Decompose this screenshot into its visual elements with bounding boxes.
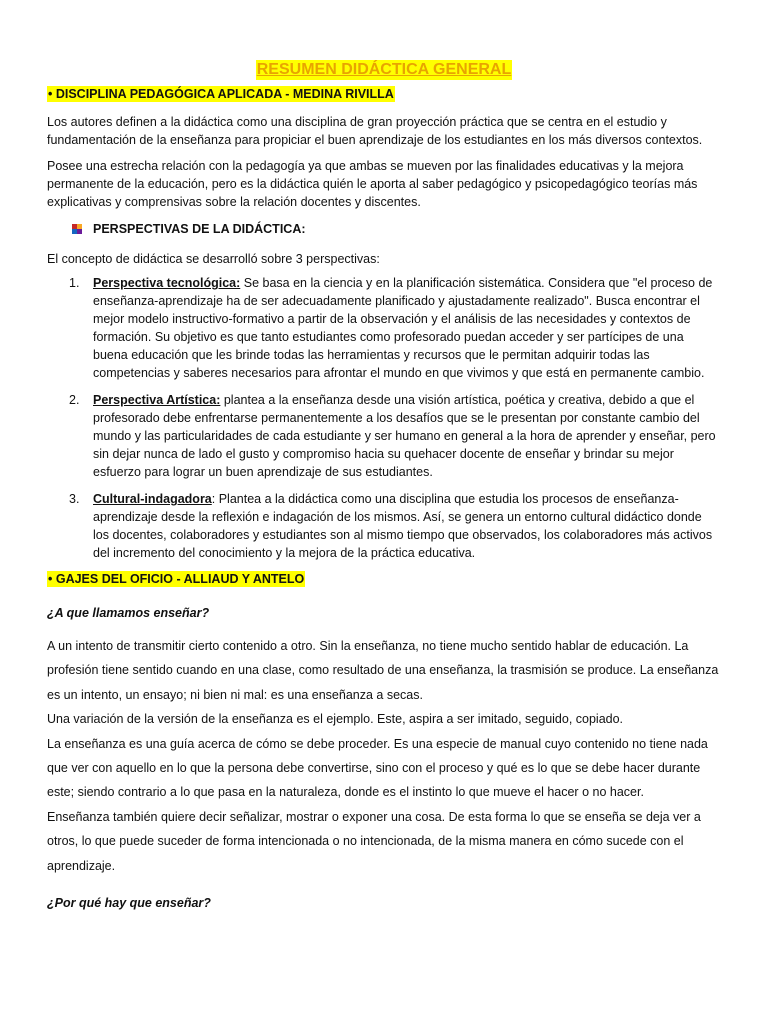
section-heading-gajes: • GAJES DEL OFICIO - ALLIAUD Y ANTELO: [48, 572, 305, 586]
item-text: Se basa en la ciencia y en la planificación sistemática. Considera que "el proceso de enseñanza-aprendizaje ha de ser adecuadamente planificado y ajustadamente realizado". Busca encontrar el mejor modelo instructivo-formativo a partir de la observación y el análisis de las necesidades y contextos de formación. Su objetivo es que tanto estudiantes como profesorado puedan acceder y ser partícipes de una buena educación que les brinde todas las herramientas y recursos que le permitan adquirir todas las competencias y saberes necesarios para afrontar el mundo en que vivimos y que está en permanente cambio.: [93, 276, 713, 380]
answer-block: [47, 634, 721, 878]
term-tecnologica: Perspectiva tecnológica:: [93, 276, 241, 290]
section-heading-medina-rivilla: • DISCIPLINA PEDAGÓGICA APLICADA - MEDINA RIVILLA: [48, 87, 394, 101]
perspectives-heading-row: [47, 220, 721, 238]
list-number: 3.: [69, 492, 80, 506]
item-text: plantea a la enseñanza desde una visión artística, poética y creativa, debido a que el profesorado debe enfrentarse permanentemente a los desafíos que se le presentan por constante cambio del mundo y las particularidades de cada estudiante y ser humano en general a la hora de aprender y enseñar, pero sin dejar nunca de lado el gusto y compromiso hacia su quehacer docente de enseñar y brindar su mejor esfuerzo para lograr un buen aprendizaje de sus estudiantes.: [93, 393, 716, 479]
paragraph-relation: Posee una estrecha relación con la pedagogía ya que ambas se mueven por las finalidades educativas y la mejora permanente de la educación, pero es la didáctica quién le aporta al saber pedagógico y psicopedagógico teorías más explicativas y comprensivas sobre la relación docentes y discentes.: [47, 159, 698, 209]
section-heading-1: [47, 86, 721, 102]
perspectives-list: [47, 274, 721, 562]
answer-line: Una variación de la versión de la enseñanza es el ejemplo. Este, aspira a ser imitado, seguido, copiado.: [47, 712, 624, 727]
term-artistica: Perspectiva Artística:: [93, 393, 221, 407]
list-item: [47, 274, 721, 382]
concept-intro: El concepto de didáctica se desarrolló sobre 3 perspectivas:: [47, 252, 380, 266]
section-heading-2: [47, 571, 721, 587]
answer-line: Enseñanza también quiere decir señalizar, mostrar o exponer una cosa. De esta forma lo que se enseña se deja ver a otros, lo que puede suceder de forma intencionada o no intencionada, de la misma manera en cómo sucede con el aprendizaje.: [47, 809, 701, 873]
perspectives-heading: PERSPECTIVAS DE LA DIDÁCTICA:: [93, 222, 306, 236]
term-cultural: Cultural-indagadora: [93, 492, 212, 506]
list-item: [47, 391, 721, 481]
title-wrap: [47, 0, 721, 84]
question-que-es-ensenar: ¿A que llamamos enseñar?: [47, 606, 210, 620]
windows-bullet-icon: [72, 224, 82, 234]
list-number: 1.: [69, 276, 80, 290]
list-body: [93, 274, 721, 382]
question-por-que-ensenar: ¿Por qué hay que enseñar?: [47, 896, 211, 911]
answer-line: La enseñanza es una guía acerca de cómo se debe proceder. Es una especie de manual cuyo contenido no tiene nada que ver con aquello en lo que la persona debe convertirse, sino con el proceso y qué es lo que se debe hacer durante este; siendo contrario a lo que pasa en la naturaleza, donde es el instinto lo que mueve el hacer o no hacer.: [47, 736, 708, 800]
list-number: 2.: [69, 393, 80, 407]
list-body: [93, 490, 721, 562]
paragraph-definition: Los autores definen a la didáctica como una disciplina de gran proyección práctica que se centra en el estudio y fundamentación de la enseñanza para propiciar el buen aprendizaje de los estudiantes en los más diversos contextos.: [47, 115, 703, 147]
document-title: RESUMEN DIDÁCTICA GENERAL: [256, 61, 512, 78]
answer-line: A un intento de transmitir cierto contenido a otro. Sin la enseñanza, no tiene mucho sentido hablar de educación. La profesión tiene sentido cuando en una clase, como resultado de una enseñanza, la trasmisión se produce. La enseñanza es un intento, un ensayo; ni bien ni mal: es una enseñanza a secas.: [47, 639, 719, 702]
list-item: [47, 490, 721, 562]
item-text: : Plantea a la didáctica como una disciplina que estudia los procesos de enseñanza-aprendizaje desde la reflexión e indagación de los mismos. Así, se genera un entorno cultural didáctico donde los docentes, colaboradores y estudiantes son al mismo tiempo que observados, los colaboradores más activos del incremento del conocimiento y la mejora de la práctica educativa.: [93, 492, 713, 560]
list-body: [93, 391, 721, 481]
